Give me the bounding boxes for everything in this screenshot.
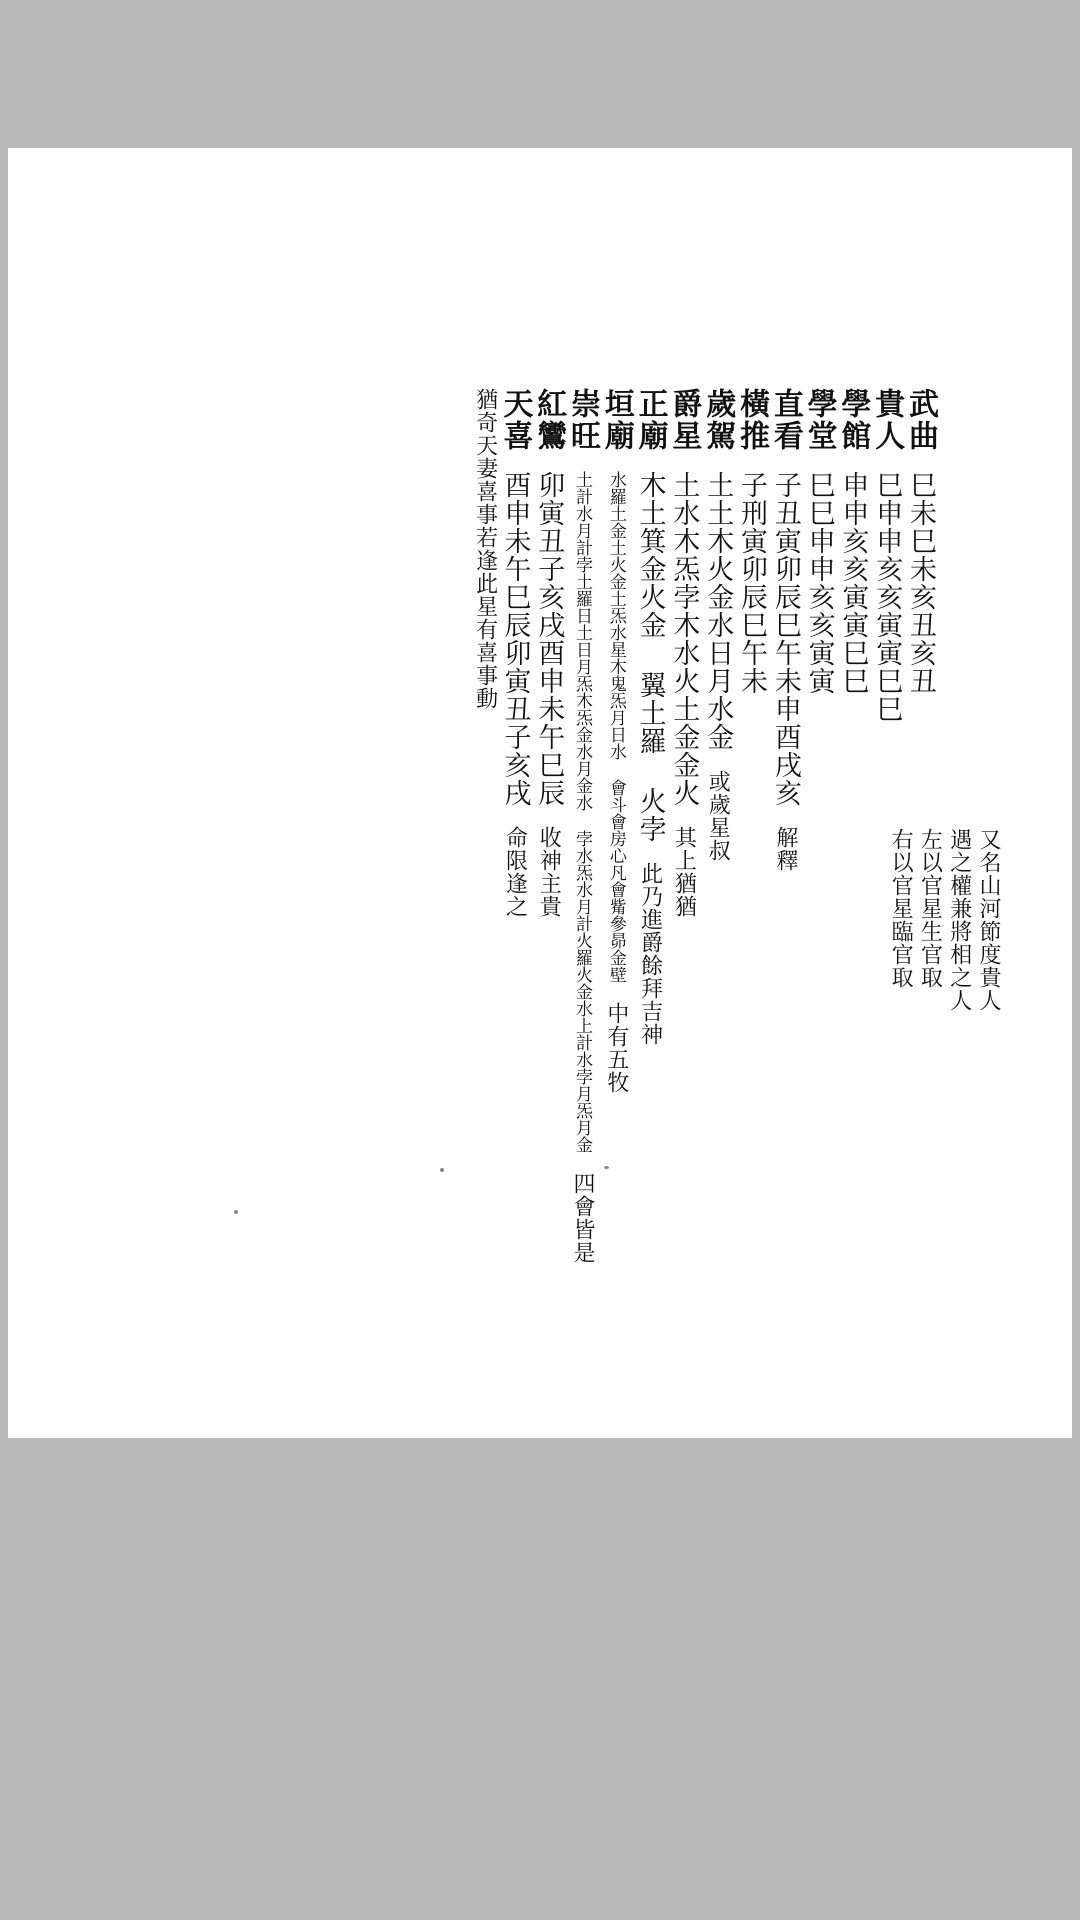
column-tail: 解釋: [772, 826, 798, 872]
scanned-page: [8, 148, 1072, 1438]
column-heading: 武曲: [903, 388, 938, 452]
text-column-4: [803, 388, 835, 695]
column-annotation: 會斗會房心凡會觜參昴金壁: [605, 779, 626, 983]
text-column-3: [837, 388, 869, 695]
column-body: 巳申申亥亥寅寅巳巳: [871, 471, 903, 723]
column-tail: 命限逢之: [502, 826, 528, 918]
column-body: 水羅土金土火金土炁水星木鬼炁月日水: [605, 471, 626, 760]
side-annotation: [889, 828, 1006, 1012]
column-tail: 或歲星叔: [705, 770, 731, 862]
column-heading: 天喜: [497, 388, 533, 452]
column-heading: 垣廟: [598, 388, 634, 452]
column-tail: 中有五牧: [603, 1002, 629, 1094]
column-body: 木土箕金火金 翼土羅 火孛: [634, 471, 666, 843]
text-column-12: [531, 388, 567, 918]
scan-speck: [440, 1168, 444, 1172]
column-body: 卯寅丑子亥戌酉申未午巳辰: [533, 471, 565, 807]
column-body: 巳巳申申亥亥寅寅: [803, 471, 835, 695]
column-body: 巳未巳未亥丑亥丑: [905, 471, 936, 695]
side-annotation-line-3: 左以官星生官取: [917, 828, 943, 989]
text-column-6: [734, 388, 770, 695]
text-column-7: [700, 388, 736, 862]
side-annotation-line-1: 又名山河節度貴人: [976, 828, 1001, 1012]
text-columns: [178, 388, 938, 1408]
text-column-8: [668, 388, 700, 918]
column-body: 子刑寅卯辰巳午未: [736, 471, 768, 695]
page-image: [8, 148, 1072, 1438]
column-tail: 猶奇天妻喜事若逢此星有喜事動: [472, 388, 498, 710]
text-column-9: [634, 388, 666, 1046]
column-tail: 收神主貴: [536, 826, 562, 918]
text-column-2: [869, 388, 905, 723]
column-tail: 四會皆是: [570, 1172, 596, 1264]
scan-speck: [234, 1210, 238, 1214]
column-heading: 橫推: [734, 388, 770, 452]
column-tail: 其上猶猶: [671, 826, 697, 918]
text-column-1: [904, 388, 936, 695]
text-column-13: [499, 388, 531, 918]
column-body: 土土木火金水日月水金: [702, 471, 734, 751]
column-body: 申申亥亥寅寅巳巳: [837, 471, 869, 695]
text-column-10: [600, 388, 632, 1094]
column-heading: 紅鸞: [531, 388, 567, 452]
text-column-14: [473, 388, 496, 710]
text-column-11: [565, 388, 601, 1264]
text-column-5: [769, 388, 801, 872]
side-annotation-line-2: 遇之權兼將相之人: [946, 828, 972, 1012]
column-heading: 歲駕: [700, 388, 736, 452]
column-body: 土水木炁孛木水火土金金火: [668, 471, 700, 807]
column-body: 酉申未午巳辰卯寅丑子亥戌: [499, 471, 531, 807]
scan-speck: [604, 1166, 609, 1169]
column-heading: 貴人: [869, 388, 905, 452]
side-annotation-line-4: 右以官星臨官取: [888, 828, 914, 989]
column-tail: 此乃進爵餘拜吉神: [637, 862, 663, 1046]
column-heading: 學堂: [801, 388, 837, 452]
column-heading: 爵星: [666, 388, 702, 452]
column-body: 土計水月計孛土羅日土日月炁木炁金水月金水: [572, 471, 593, 811]
column-heading: 崇旺: [565, 388, 601, 452]
column-heading: 直看: [767, 388, 803, 452]
column-body: 子丑寅卯辰巳午未申酉戌亥: [769, 471, 801, 807]
column-heading: 學館: [835, 388, 871, 452]
column-heading: 正廟: [632, 388, 668, 452]
column-annotation: 孛水炁水月計火羅火金水上計水孛月炁月金: [572, 830, 593, 1153]
